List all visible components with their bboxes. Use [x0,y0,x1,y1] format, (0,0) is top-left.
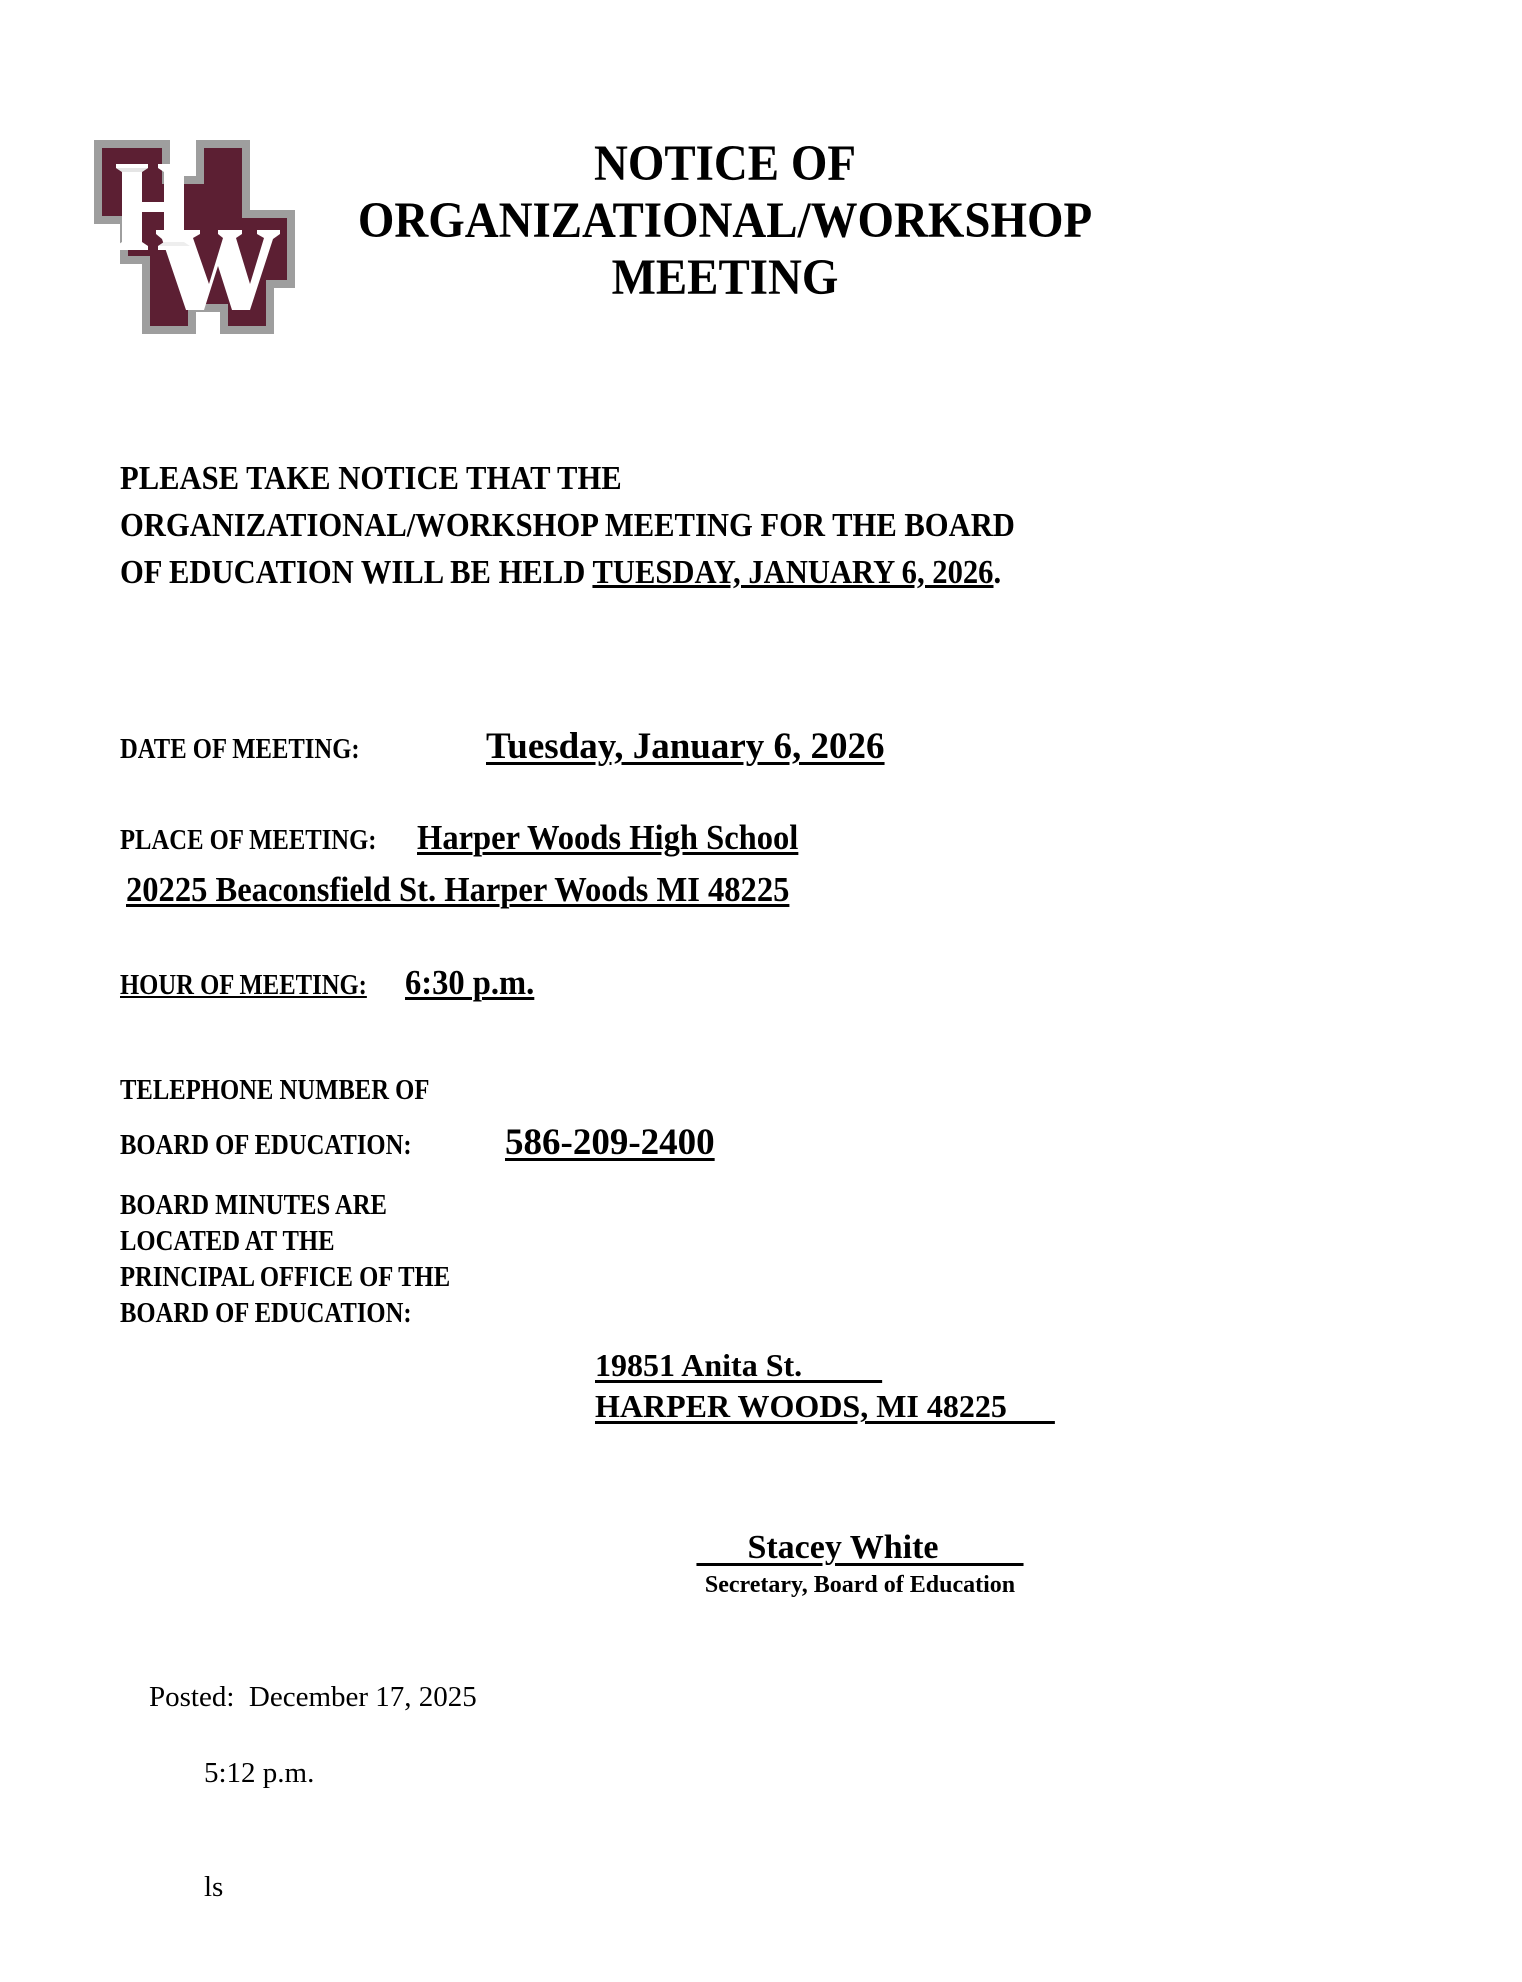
hour-of-meeting-label: HOUR OF MEETING: [120,970,367,1001]
minutes-label-line-3: PRINCIPAL OFFICE OF THE [120,1262,451,1293]
notice-text-before: PLEASE TAKE NOTICE THAT THE ORGANIZATIONAL/WORKSHOP MEETING FOR THE BOARD OF EDUCATION WILL BE HELD [120,460,1015,591]
date-of-meeting-label: DATE OF MEETING: [120,734,360,765]
harper-woods-hw-logo-icon [92,138,297,336]
signature-title: Secretary, Board of Education [704,1572,1016,1598]
field-row-hour-of-meeting [120,965,544,1004]
signature-block [665,1528,1055,1600]
notice-text-after: . [993,554,1002,591]
posted-time: 5:12 p.m. [204,1757,315,1789]
field-row-telephone [120,1122,715,1164]
field-row-place-of-meeting [120,820,827,859]
posted-block [120,1640,477,1982]
date-of-meeting-value: Tuesday, January 6, 2026 [486,726,885,767]
field-row-date-of-meeting [120,726,885,768]
place-of-meeting-label: PLACE OF MEETING: [120,825,377,856]
minutes-address-line-2: HARPER WOODS, MI 48225 [595,1388,1055,1424]
telephone-number-value: 586-209-2400 [505,1122,715,1163]
title-line-2: ORGANIZATIONAL/WORKSHOP [357,193,1093,249]
field-row-telephone-label-1 [120,1073,472,1109]
hour-of-meeting-value: 6:30 p.m. [404,963,534,1002]
telephone-label-line-2: BOARD OF EDUCATION: [120,1130,412,1161]
minutes-label-line-1: BOARD MINUTES ARE [120,1190,387,1221]
minutes-label-line-4: BOARD OF EDUCATION: [120,1298,412,1329]
place-of-meeting-address: 20225 Beaconsfield St. Harper Woods MI 48225 [126,870,790,909]
notice-paragraph [120,455,1029,596]
title-line-3: MEETING [611,250,839,306]
minutes-label-line-2: LOCATED AT THE [120,1226,335,1257]
posted-initials: ls [204,1871,224,1903]
notice-emphasis-date: TUESDAY, JANUARY 6, 2026 [592,554,994,591]
document-title [300,136,1150,307]
minutes-address-line-1: 19851 Anita St. [595,1347,883,1383]
title-line-1: NOTICE OF [593,136,856,192]
field-row-place-address [126,872,839,908]
telephone-label-line-1: TELEPHONE NUMBER OF [120,1075,430,1106]
posted-label: Posted: [149,1681,249,1713]
signature-name: Stacey White [696,1529,1024,1566]
place-of-meeting-value: Harper Woods High School [417,818,799,857]
board-minutes-label-block [120,1188,495,1332]
posted-date: December 17, 2025 [248,1681,477,1713]
board-minutes-address-block [595,1345,1055,1427]
